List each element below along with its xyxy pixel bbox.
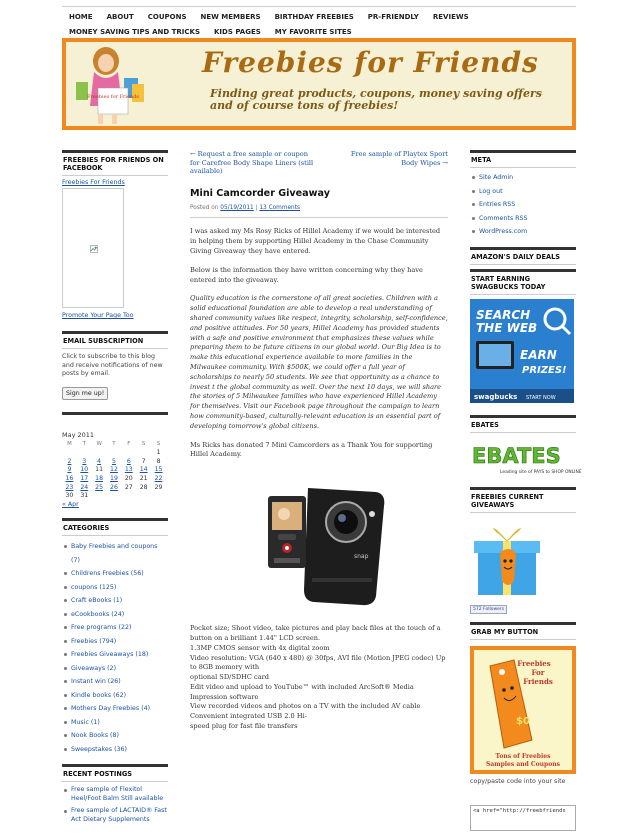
calendar-empty-cell [151, 491, 166, 500]
calendar-day[interactable]: 22 [154, 475, 163, 483]
calendar-day: 1 [156, 449, 161, 457]
bag-logo-text: Freebies for Friends [87, 94, 139, 100]
category-link[interactable]: Baby Freebies and coupons (7) [71, 543, 158, 564]
calendar-table [62, 441, 166, 501]
calendar-empty-cell [92, 491, 107, 500]
calendar-empty-cell [107, 491, 122, 500]
calendar-day[interactable]: 16 [65, 475, 74, 483]
grab-line-1: Freebies [517, 658, 551, 668]
calendar-empty-cell [77, 449, 92, 458]
recent-post-link[interactable]: Free sample of Flexitol Heel/Foot Balm Still available [71, 786, 164, 802]
calendar-day: 27 [124, 483, 133, 491]
category-link[interactable]: Craft eBooks (1) [71, 597, 123, 605]
category-item [62, 743, 168, 757]
category-item [62, 675, 168, 689]
calendar-day: 7 [141, 457, 146, 465]
tagline-line-1: Finding great products, coupons, money saving offers [210, 87, 542, 100]
calendar-weekday: S [156, 440, 161, 447]
calendar-week [62, 457, 166, 466]
post-paragraph-1: I was asked my Ms Rosy Ricks of Hillel Academy if we would be interested in helping them by supporting Hillel Academy in the Chase Community Giving Giveaway they have entered. [190, 227, 441, 255]
button-code-textarea[interactable]: <a href="http://freebfriends [470, 805, 576, 831]
category-item [62, 716, 168, 730]
nav-item-money-saving-tips-and-tricks[interactable]: MONEY SAVING TIPS AND TRICKS [69, 28, 200, 36]
grab-button-widget [470, 622, 576, 831]
calendar-empty-cell [92, 449, 107, 458]
category-item [62, 621, 168, 635]
spec-line: Convenient integrated USB 2.0 Hi- [190, 712, 307, 721]
site-title[interactable]: Freebies for Friends [202, 46, 539, 79]
calendar-weekdays [62, 441, 166, 449]
category-item [62, 689, 168, 703]
ebates-widget [470, 415, 582, 479]
broken-image-icon [90, 245, 98, 253]
calendar-week [62, 491, 166, 500]
meta-link-wordpress-com[interactable]: WordPress.com [479, 228, 528, 235]
calendar-day[interactable]: 2 [67, 457, 72, 465]
calendar-weekday: W [96, 440, 102, 447]
category-link[interactable]: eCookbooks (24) [71, 610, 125, 618]
category-link[interactable]: Freebies Giveaways (18) [71, 651, 149, 659]
calendar-weekday: T [82, 440, 86, 447]
calendar-week [62, 466, 166, 475]
swagbucks-title: START EARNING SWAGBUCKS TODAY [470, 269, 576, 295]
facebook-widget [62, 150, 168, 319]
spec-line: optional SD/SDHC card [190, 673, 270, 682]
spec-line: Video resolution: VGA (640 x 480) @ 30fps, AVI file (Motion JPEG codec) Up to 8GB memory with [190, 653, 446, 672]
nav-item-home[interactable]: HOME [69, 13, 93, 21]
calendar-day[interactable]: 18 [95, 475, 104, 483]
calendar-day[interactable]: 10 [80, 466, 89, 474]
calendar-day[interactable]: 3 [82, 457, 87, 465]
main-content [190, 150, 448, 732]
calendar-empty-cell [136, 449, 151, 458]
post-title-divider [190, 217, 448, 218]
calendar-weekday: S [141, 440, 146, 447]
category-link[interactable]: Childrens Freebies (56) [71, 570, 144, 578]
email-subscription-widget [62, 331, 168, 415]
post-navigation [190, 150, 448, 176]
post-date-link[interactable]: 05/19/2011 [220, 204, 254, 211]
categories-list [62, 540, 168, 756]
meta-item [470, 171, 576, 185]
post-meta-separator: | [255, 204, 258, 211]
category-item [62, 608, 168, 622]
nav-list [62, 10, 576, 40]
ebates-title: EBATES [470, 415, 576, 433]
calendar-week [62, 483, 166, 492]
calendar-widget [62, 431, 168, 509]
recent-post-link[interactable]: Free sample of LACTAID® Fast Act Dietary Supplements [71, 807, 167, 823]
recent-postings-title: RECENT POSTINGS [62, 764, 168, 782]
calendar-day: 20 [124, 475, 133, 483]
amazon-deals-widget [470, 247, 576, 265]
header-banner[interactable] [62, 38, 576, 130]
meta-item [470, 225, 576, 239]
recent-post-item [62, 786, 168, 807]
tagline-line-2: and of course tons of freebies! [210, 99, 399, 112]
ebates-sub: Leading site of PAYS to SHOP ONLINE [500, 469, 582, 475]
swag-line-2: THE WEB [476, 320, 538, 335]
category-link[interactable]: Nook Books (8) [71, 732, 119, 740]
followers-badge[interactable]: 572 Followers [470, 605, 507, 614]
calendar-day: 8 [156, 457, 161, 465]
category-item [62, 581, 168, 595]
post-title[interactable]: Mini Camcorder Giveaway [190, 187, 330, 199]
giveaways-title: FREEBIES CURRENT GIVEAWAYS [470, 487, 576, 513]
calendar-day: 31 [80, 492, 89, 500]
giveaways-widget [470, 487, 576, 614]
calendar-week [62, 474, 166, 483]
categories-widget [62, 518, 168, 756]
swag-line-3: EARN [520, 347, 557, 362]
calendar-day: 28 [139, 483, 148, 491]
grab-button-image[interactable] [470, 646, 576, 774]
swag-line-4: PRIZES! [522, 364, 567, 376]
ebates-brand: EBATES [472, 443, 561, 468]
category-item [62, 662, 168, 676]
meta-item [470, 198, 576, 212]
calendar-day[interactable]: 26 [110, 483, 118, 491]
category-link[interactable]: Freebies (794) [71, 637, 117, 645]
swag-brand: swagbucks [474, 392, 518, 401]
email-widget-title: EMAIL SUBSCRIPTION [62, 331, 168, 349]
nav-item-about[interactable]: ABOUT [106, 13, 134, 21]
calendar-day: 21 [139, 475, 148, 483]
grab-line-2: For [531, 667, 545, 677]
calendar-day[interactable]: 12 [110, 466, 118, 474]
meta-item [470, 212, 576, 226]
previous-post-link[interactable]: ← Request a free sample or coupon for Carefree Body Shape Liners (still available) [190, 150, 314, 176]
calendar-day: 30 [65, 492, 74, 500]
recent-post-item [62, 807, 168, 828]
ebates-logo[interactable] [470, 439, 582, 479]
post-meta [190, 204, 448, 214]
swagbucks-banner[interactable] [470, 299, 574, 403]
spec-line: 1.3MP CMOS sensor with 4x digital zoom [190, 643, 330, 652]
email-widget-text: Click to subscribe to this blog and receive notifications of new posts by email. [62, 353, 163, 377]
calendar-empty-cell [136, 491, 151, 500]
spec-line: speed plug for fast file transfers [190, 722, 298, 731]
nav-item-pr-friendly[interactable]: PR-FRIENDLY [367, 13, 419, 21]
next-post-link[interactable]: Free sample of Playtex Sport Body Wipes → [350, 150, 448, 167]
calendar-day[interactable]: 4 [97, 457, 102, 465]
grab-button-title: GRAB MY BUTTON [470, 622, 576, 640]
calendar-empty-cell [121, 449, 136, 458]
giveaway-gift-image[interactable] [470, 519, 548, 599]
category-item [62, 567, 168, 581]
calendar-day[interactable]: 5 [111, 457, 116, 465]
gift-box-icon [470, 519, 548, 599]
grab-line-5: Samples and Coupons [486, 760, 560, 768]
calendar-day[interactable]: 25 [95, 483, 104, 491]
facebook-widget-title: FREEBIES FOR FRIENDS ON FACEBOOK [62, 150, 168, 176]
category-item [62, 702, 168, 716]
nav-item-new-members[interactable]: NEW MEMBERS [200, 13, 261, 21]
post-comments-link[interactable]: 13 Comments [259, 204, 300, 211]
category-item [62, 594, 168, 608]
category-link[interactable]: Free programs (22) [71, 624, 132, 632]
sign-me-up-button[interactable]: Sign me up! [62, 387, 108, 400]
grab-price: $0 [516, 715, 530, 727]
camcorder-image [242, 478, 394, 610]
category-link[interactable]: coupons (125) [71, 583, 117, 591]
post-quote: Quality education is the cornerstone of all great societies. Children with a solid educational foundation are able to develop a real understanding of shared community values like respect, integrity, scholarship, self-confidence, and positive attitudes. For 50 years, Hillel Academy has provided students with a safe and positive environment that emphasizes these values while preparing them to be future citizens in our global world. Our Big Idea is to make this educational experience available to more families in the Milwaukee community. With $500K, we could offer a full year of scholarships to nearly 50 students. We see that opportunity as a chance to invest t the global community as well. Over the next 10 days, we will share the stories of 5 Milwaukee families who have experienced Hillel Academy for themselves. Visit our Facebook page throughout the campaign to learn how community-based, culturally-relevant education is an essential part of developing tomorrow's global citizens. [190, 294, 448, 430]
calendar-empty-cell [121, 491, 136, 500]
meta-link-comments-rss[interactable]: Comments RSS [479, 214, 528, 222]
category-link[interactable]: Giveaways (2) [71, 664, 117, 672]
widget-divider [62, 412, 168, 415]
nav-item-coupons[interactable]: COUPONS [147, 13, 187, 21]
category-link[interactable]: Instant win (26) [71, 678, 121, 686]
category-link[interactable]: Sweepstakes (36) [71, 745, 128, 753]
nav-item-kids-pages[interactable]: KIDS PAGES [214, 28, 261, 36]
calendar-weekday: F [127, 440, 131, 447]
swag-line-1: SEARCH [476, 307, 531, 322]
meta-link-entries-rss[interactable]: Entries RSS [479, 201, 516, 208]
calendar-empty-cell [107, 449, 122, 458]
post-paragraph-4: Ms Ricks has donated 7 Mini Camcorders as a Thank You for supporting Hillel Academy. [190, 440, 433, 459]
category-item [62, 540, 168, 567]
calendar-day[interactable]: 24 [80, 483, 89, 491]
ebates-logo-art [470, 439, 582, 479]
calendar-day[interactable]: 15 [154, 466, 163, 474]
nav-item-reviews[interactable]: REVIEWS [432, 13, 469, 21]
shopping-girl-illustration [72, 44, 158, 124]
recent-postings-list [62, 786, 168, 828]
calendar-day: 11 [95, 466, 104, 474]
categories-widget-title: CATEGORIES [62, 518, 168, 536]
copy-paste-note: copy/paste code into your site [470, 777, 566, 785]
camcorder-brand: snap [354, 553, 369, 561]
camcorder-specs [190, 624, 448, 732]
swag-cta: START NOW [526, 394, 556, 401]
banner-inner [66, 42, 572, 126]
calendar-empty-cell [62, 449, 77, 458]
calendar-day[interactable]: 6 [126, 457, 131, 465]
spec-line: Pocket size; Shoot video, take pictures and play back files at the touch of a button on a brilliant 1.44" LCD screen. [190, 624, 441, 642]
calendar-day: 29 [154, 483, 163, 491]
post-paragraph-2: Below is the information they have written concerning why they have entered into the giveaway. [190, 265, 423, 284]
category-link[interactable]: Music (1) [71, 718, 100, 726]
recent-postings-widget [62, 764, 168, 828]
category-link[interactable]: Kindle books (62) [71, 691, 127, 699]
calendar-day[interactable]: 19 [110, 475, 118, 483]
spec-line: Edit video and upload to YouTube™ with included ArcSoft® Media Impression software [190, 682, 414, 701]
calendar-day[interactable]: 23 [65, 483, 74, 491]
meta-item [470, 185, 576, 199]
site-tagline [210, 88, 542, 112]
calendar-day[interactable]: 17 [80, 475, 89, 483]
calendar-day[interactable]: 13 [124, 466, 133, 474]
meta-widget-title: META [470, 150, 576, 168]
grab-line-3: Friends [523, 676, 553, 686]
facebook-badge-frame[interactable] [62, 188, 124, 308]
nav-item-my-favorite-sites[interactable]: MY FAVORITE SITES [274, 28, 352, 36]
calendar-day[interactable]: 14 [139, 466, 148, 474]
calendar-caption: May 2011 [62, 430, 95, 439]
swagbucks-widget [470, 269, 576, 403]
calendar-days [62, 449, 166, 501]
calendar-day[interactable]: 9 [67, 466, 72, 474]
calendar-prev-month-link[interactable]: « Apr [62, 501, 79, 509]
meta-widget [470, 150, 576, 239]
promote-page-link[interactable]: Promote Your Page Too [62, 312, 134, 319]
camcorder-illustration [242, 478, 394, 610]
category-link[interactable]: Mothers Day Freebies (4) [71, 705, 151, 713]
meta-link-site-admin[interactable]: Site Admin [479, 174, 514, 181]
nav-item-birthday-freebies[interactable]: BIRTHDAY FREEBIES [274, 13, 354, 21]
spec-line: View recorded videos and photos on a TV with the included AV cable [190, 702, 421, 711]
category-item [62, 635, 168, 649]
category-item [62, 648, 168, 662]
amazon-deals-title: AMAZON'S DAILY DEALS [470, 247, 576, 265]
right-sidebar [470, 150, 582, 839]
calendar-week [62, 449, 166, 458]
post-meta-prefix: Posted on [190, 204, 219, 211]
swagbucks-banner-art [470, 299, 574, 403]
facebook-page-link[interactable]: Freebies For Friends [62, 179, 125, 186]
calendar-weekday: M [67, 440, 72, 447]
calendar-weekday: T [112, 440, 116, 447]
category-item [62, 729, 168, 743]
left-sidebar [62, 150, 168, 836]
grab-button-inner [474, 650, 572, 770]
grab-line-4: Tons of Freebies [495, 752, 551, 760]
grab-button-art [474, 650, 572, 770]
meta-links [470, 171, 576, 239]
meta-link-log-out[interactable]: Log out [479, 187, 503, 195]
